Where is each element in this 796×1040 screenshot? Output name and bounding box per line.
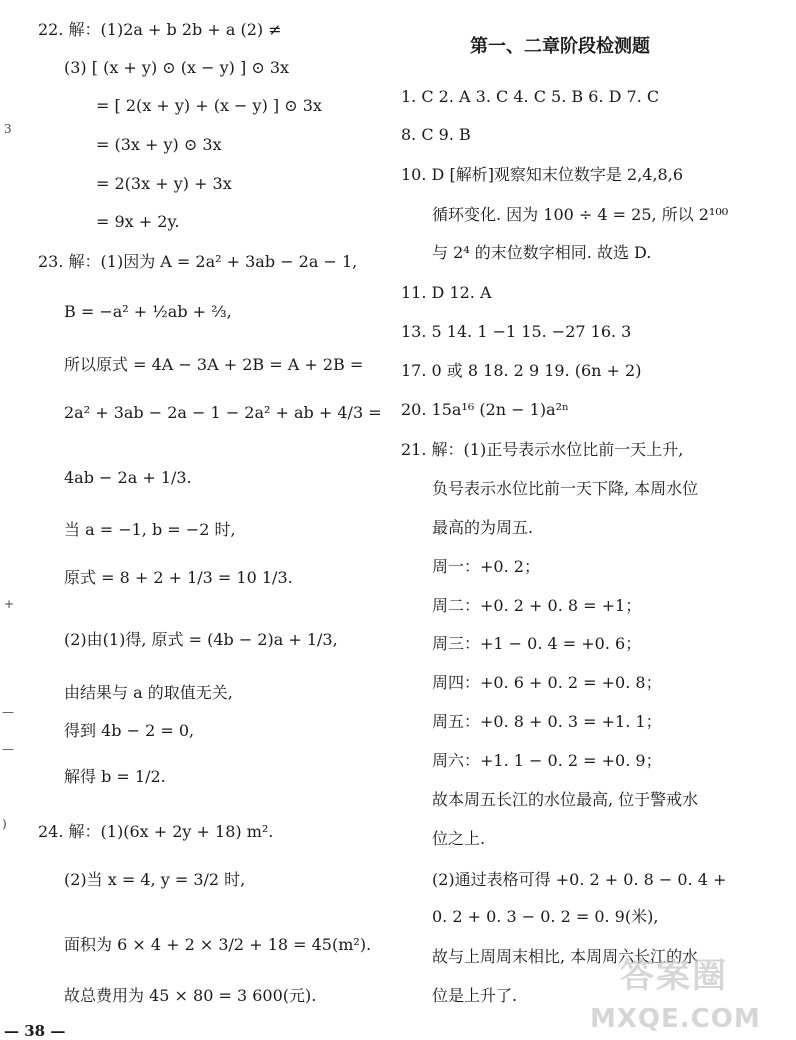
right-line: 1. C 2. A 3. C 4. C 5. B 6. D 7. C — [401, 87, 660, 106]
left-line: 由结果与 a 的取值无关, — [64, 683, 233, 702]
right-line: 8. C 9. B — [401, 125, 471, 144]
left-line: (2)当 x = 4, y = 3/2 时, — [64, 870, 246, 889]
right-line: 20. 15a¹⁶ (2n − 1)a²ⁿ — [401, 400, 569, 419]
right-line: 负号表示水位比前一天下降, 本周水位 — [432, 479, 699, 498]
left-line: 4ab − 2a + 1/3. — [64, 468, 192, 487]
left-line: 故总费用为 45 × 80 = 3 600(元). — [64, 986, 317, 1005]
left-line: = (3x + y) ⊙ 3x — [96, 135, 222, 154]
right-line: 10. D [解析]观察知末位数字是 2,4,8,6 — [401, 165, 683, 184]
page-number: — 38 — — [4, 1022, 66, 1040]
left-line: B = −a² + ½ab + ⅔, — [64, 302, 232, 321]
right-line: 周四：+0. 6 + 0. 2 = +0. 8； — [432, 673, 662, 692]
right-line: 21. 解：(1)正号表示水位比前一天上升, — [401, 440, 684, 459]
left-line: 面积为 6 × 4 + 2 × 3/2 + 18 = 45(m²). — [64, 935, 372, 954]
right-line: 故与上周周末相比, 本周周六长江的水 — [432, 947, 699, 966]
watermark-url: MXQE.COM — [590, 1004, 761, 1034]
left-line: = [ 2(x + y) + (x − y) ] ⊙ 3x — [96, 96, 322, 115]
left-line: 22. 解：(1)2a + b 2b + a (2) ≠ — [38, 20, 282, 39]
right-line: (2)通过表格可得 +0. 2 + 0. 8 − 0. 4 + — [432, 870, 727, 889]
right-line: 周六：+1. 1 − 0. 2 = +0. 9； — [432, 751, 662, 770]
left-line: 得到 4b − 2 = 0, — [64, 721, 195, 740]
right-line: 故本周五长江的水位最高, 位于警戒水 — [432, 790, 699, 809]
edge-mark: — — [2, 705, 14, 719]
edge-mark: 3 — [4, 122, 12, 136]
left-line: (2)由(1)得, 原式 = (4b − 2)a + 1/3, — [64, 630, 338, 649]
right-line: 位之上. — [432, 829, 486, 848]
right-line: 周二：+0. 2 + 0. 8 = +1； — [432, 596, 642, 615]
right-line: 周五：+0. 8 + 0. 3 = +1. 1； — [432, 712, 662, 731]
right-line: 与 2⁴ 的末位数字相同. 故选 D. — [432, 243, 652, 262]
left-line: 所以原式 = 4A − 3A + 2B = A + 2B = — [64, 355, 364, 374]
section-title: 第一、二章阶段检测题 — [470, 36, 650, 57]
left-line: = 2(3x + y) + 3x — [96, 174, 232, 193]
right-line: 循环变化. 因为 100 ÷ 4 = 25, 所以 2¹⁰⁰ — [432, 205, 729, 224]
left-line: 2a² + 3ab − 2a − 1 − 2a² + ab + 4/3 = — [64, 403, 382, 422]
right-line: 位是上升了. — [432, 986, 518, 1005]
left-line: 当 a = −1, b = −2 时, — [64, 520, 236, 539]
right-line: 周一：+0. 2； — [432, 557, 540, 576]
watermark-logo: 答案圈 — [620, 956, 728, 996]
left-line: 24. 解：(1)(6x + 2y + 18) m². — [38, 822, 274, 841]
left-line: = 9x + 2y. — [96, 212, 180, 231]
edge-mark: + — [4, 597, 15, 611]
left-line: (3) [ (x + y) ⊙ (x − y) ] ⊙ 3x — [64, 58, 290, 77]
right-line: 最高的为周五. — [432, 518, 534, 537]
left-line: 23. 解：(1)因为 A = 2a² + 3ab − 2a − 1, — [38, 252, 358, 271]
right-line: 17. 0 或 8 18. 2 9 19. (6n + 2) — [401, 361, 642, 380]
right-line: 周三：+1 − 0. 4 = +0. 6； — [432, 634, 642, 653]
left-line: 解得 b = 1/2. — [64, 767, 166, 786]
edge-mark: ) — [2, 817, 7, 831]
left-line: 原式 = 8 + 2 + 1/3 = 10 1/3. — [64, 568, 293, 587]
edge-mark: — — [2, 742, 14, 756]
right-line: 11. D 12. A — [401, 283, 492, 302]
right-line: 13. 5 14. 1 −1 15. −27 16. 3 — [401, 322, 632, 341]
right-line: 0. 2 + 0. 3 − 0. 2 = 0. 9(米), — [432, 907, 659, 926]
